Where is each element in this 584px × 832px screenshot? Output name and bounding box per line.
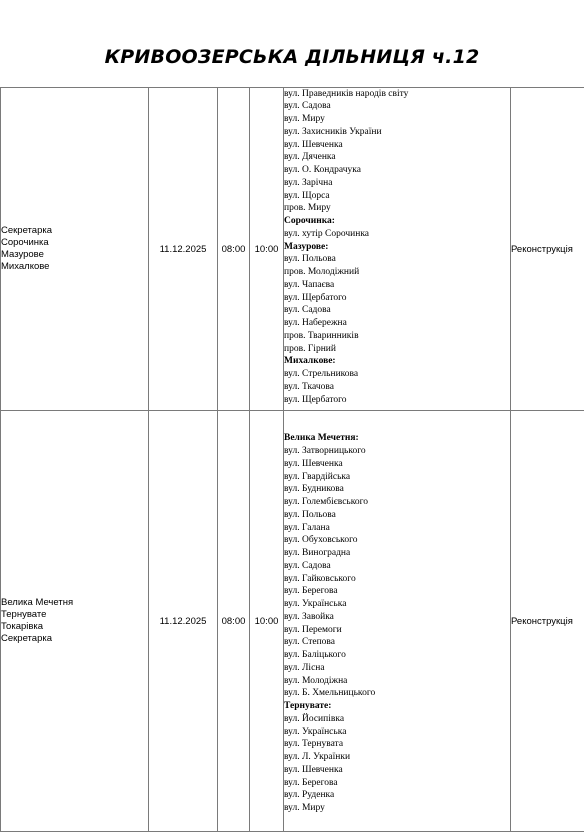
street-item: вул. Набережна (284, 317, 510, 330)
page-title: КРИВООЗЕРСЬКА ДІЛЬНИЦЯ ч.12 (0, 46, 584, 68)
time-from-cell: 08:00 (218, 411, 250, 832)
schedule-body (1, 88, 584, 832)
streets-list (284, 432, 510, 815)
street-item: вул. Виноградна (284, 547, 510, 560)
street-item: вул. Молодіжна (284, 675, 510, 688)
street-item: вул. Л. Українки (284, 751, 510, 764)
street-item: вул. Миру (284, 113, 510, 126)
table-row (1, 88, 584, 411)
street-item: вул. Обуховського (284, 534, 510, 547)
street-item: вул. Ткачова (284, 381, 510, 394)
street-item: вул. О. Кондрачука (284, 164, 510, 177)
street-item: вул. Завойка (284, 611, 510, 624)
settlement-heading: Велика Мечетня: (284, 432, 510, 445)
settlement-heading: Мазурове: (284, 241, 510, 254)
street-item: вул. хутір Сорочинка (284, 228, 510, 241)
street-item: вул. Польова (284, 509, 510, 522)
street-item: вул. Лісна (284, 662, 510, 675)
settlement-name: Сорочинка (1, 237, 148, 249)
street-item: вул. Б. Хмельницького (284, 687, 510, 700)
settlement-heading: Тернувате: (284, 700, 510, 713)
streets-cell (284, 88, 511, 411)
street-item: вул. Шевченка (284, 458, 510, 471)
table-row (1, 411, 584, 832)
time-to-cell: 10:00 (250, 88, 284, 411)
time-from-cell: 08:00 (218, 88, 250, 411)
street-item: пров. Миру (284, 202, 510, 215)
settlement-name: Секретарка (1, 633, 148, 645)
street-item: пров. Молодіжний (284, 266, 510, 279)
street-item: вул. Захисників України (284, 126, 510, 139)
settlement-heading: Сорочинка: (284, 215, 510, 228)
street-item: вул. Садова (284, 304, 510, 317)
street-item: вул. Чапаєва (284, 279, 510, 292)
settlements-cell (1, 88, 149, 411)
settlements-cell (1, 411, 149, 832)
street-item: вул. Затворницького (284, 445, 510, 458)
street-item: вул. Праведників народів світу (284, 88, 510, 101)
street-item: вул. Щорса (284, 190, 510, 203)
street-item: вул. Берегова (284, 777, 510, 790)
street-item: вул. Зарічна (284, 177, 510, 190)
reason-cell: Реконструкція (511, 411, 584, 832)
street-item: пров. Гірний (284, 343, 510, 356)
street-item: вул. Гвардійська (284, 471, 510, 484)
street-item: вул. Садова (284, 100, 510, 113)
settlement-name: Секретарка (1, 225, 148, 237)
street-item: вул. Польова (284, 253, 510, 266)
streets-cell (284, 411, 511, 832)
street-item: вул. Щербатого (284, 394, 510, 407)
street-item: вул. Садова (284, 560, 510, 573)
street-item: вул. Дяченка (284, 151, 510, 164)
settlement-name: Токарівка (1, 621, 148, 633)
street-item: вул. Галана (284, 522, 510, 535)
date-cell: 11.12.2025 (149, 411, 218, 832)
street-item: вул. Голембієвського (284, 496, 510, 509)
street-item: вул. Перемоги (284, 624, 510, 637)
street-item: вул. Українська (284, 726, 510, 739)
street-item: вул. Шевченка (284, 139, 510, 152)
streets-list (284, 88, 510, 407)
settlement-name: Михалкове (1, 261, 148, 273)
settlement-heading: Михалкове: (284, 355, 510, 368)
date-cell: 11.12.2025 (149, 88, 218, 411)
settlement-name: Мазурове (1, 249, 148, 261)
street-item: вул. Будникова (284, 483, 510, 496)
street-item: вул. Щербатого (284, 292, 510, 305)
street-item: вул. Шевченка (284, 764, 510, 777)
settlement-name: Тернувате (1, 609, 148, 621)
street-item: вул. Стрельникова (284, 368, 510, 381)
street-item: вул. Миру (284, 802, 510, 815)
street-item: вул. Руденка (284, 789, 510, 802)
street-item: вул. Степова (284, 636, 510, 649)
settlement-name: Велика Мечетня (1, 597, 148, 609)
street-item: вул. Берегова (284, 585, 510, 598)
street-item: вул. Йосипівка (284, 713, 510, 726)
street-item: вул. Українська (284, 598, 510, 611)
outage-schedule-table (0, 87, 584, 832)
reason-cell: Реконструкція (511, 88, 584, 411)
street-item: вул. Тернувата (284, 738, 510, 751)
street-item: вул. Гайковського (284, 573, 510, 586)
street-item: пров. Тваринників (284, 330, 510, 343)
street-item: вул. Баліцького (284, 649, 510, 662)
time-to-cell: 10:00 (250, 411, 284, 832)
